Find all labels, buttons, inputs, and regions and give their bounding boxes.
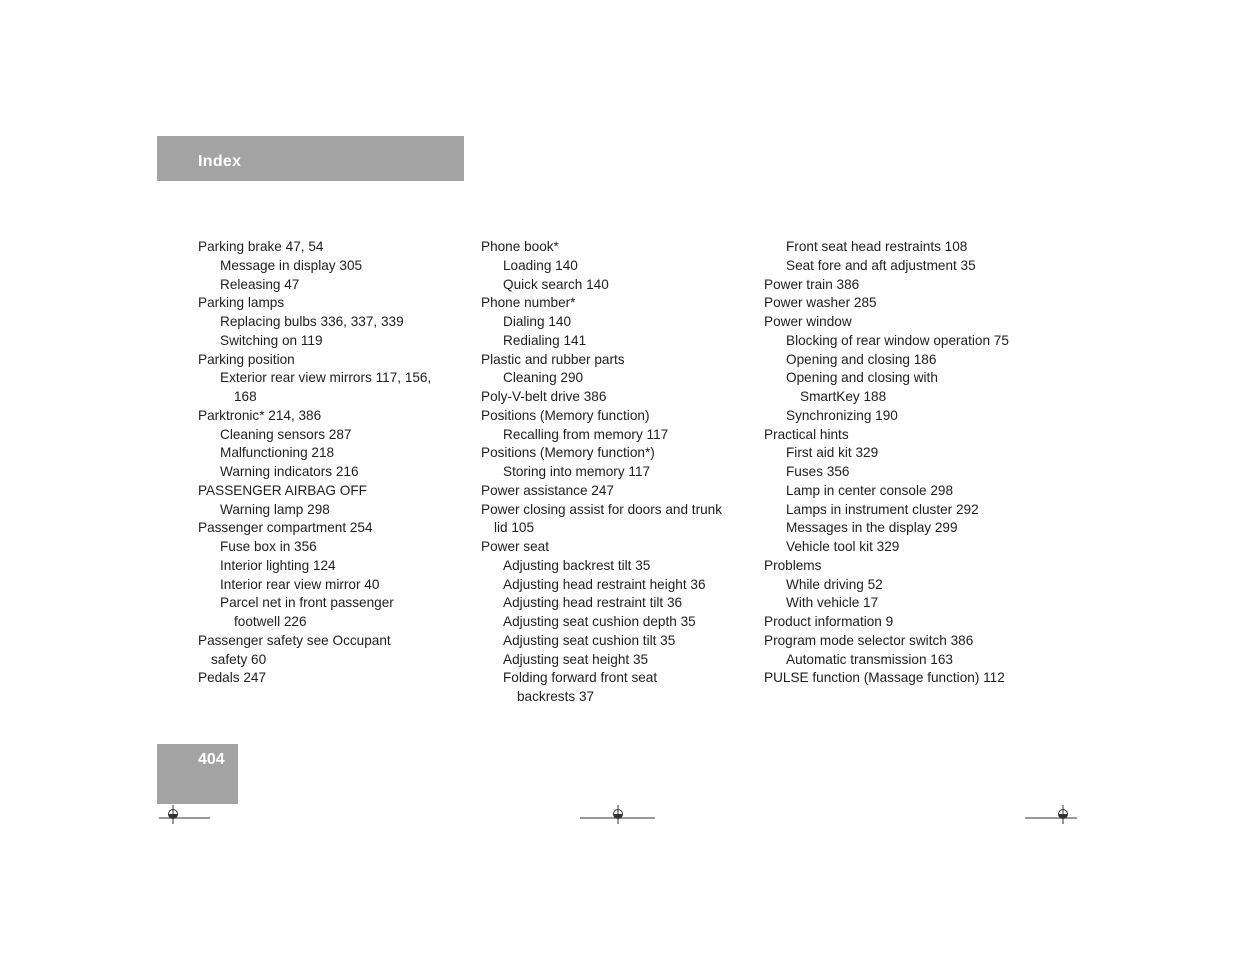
index-subentry: lid 105 bbox=[494, 520, 535, 536]
index-entry: Parking position bbox=[198, 351, 295, 367]
index-entry: Phone number* bbox=[481, 295, 576, 311]
index-entry: Parking lamps bbox=[198, 295, 285, 311]
index-subentry: Interior rear view mirror 40 bbox=[220, 576, 380, 592]
index-entry: Pedals 247 bbox=[198, 670, 267, 686]
index-subentry: Opening and closing with bbox=[786, 370, 938, 386]
index-subentry: Adjusting seat cushion depth 35 bbox=[503, 614, 696, 629]
index-subentry: Lamp in center console 298 bbox=[786, 482, 954, 498]
index-subentry: Exterior rear view mirrors 117, 156, bbox=[220, 370, 432, 386]
index-entry: Program mode selector switch 386 bbox=[764, 632, 974, 648]
index-column-3 bbox=[764, 238, 1039, 688]
index-subentry: Adjusting seat height 35 bbox=[503, 651, 649, 667]
index-subentry: Dialing 140 bbox=[503, 314, 572, 329]
index-subentry: Automatic transmission 163 bbox=[786, 651, 953, 667]
crop-mark-icon bbox=[157, 804, 237, 824]
index-entry: Power window bbox=[764, 314, 852, 329]
index-entry: PULSE function (Massage function) 112 bbox=[764, 670, 1005, 686]
index-subentry: Lamps in instrument cluster 292 bbox=[786, 501, 979, 517]
index-subentry: Messages in the display 299 bbox=[786, 520, 958, 536]
page-number: 404 bbox=[198, 751, 225, 768]
index-subentry: Front seat head restraints 108 bbox=[786, 239, 968, 254]
index-entry: Power seat bbox=[481, 539, 550, 554]
index-subentry: Opening and closing 186 bbox=[786, 351, 937, 367]
index-subentry: Parcel net in front passenger bbox=[220, 595, 394, 611]
page-number-box bbox=[157, 744, 238, 804]
index-subentry: 168 bbox=[234, 389, 257, 404]
index-subentry: Recalling from memory 117 bbox=[503, 426, 669, 442]
index-subentry: With vehicle 17 bbox=[786, 595, 879, 611]
index-subentry: Synchronizing 190 bbox=[786, 407, 898, 423]
index-subentry: Loading 140 bbox=[503, 257, 578, 273]
crop-mark-icon bbox=[579, 804, 659, 824]
index-subentry: Vehicle tool kit 329 bbox=[786, 539, 900, 554]
index-subentry: safety 60 bbox=[211, 651, 267, 667]
index-subentry: Replacing bulbs 336, 337, 339 bbox=[220, 314, 404, 329]
index-subentry: While driving 52 bbox=[786, 576, 883, 592]
index-subentry: Interior lighting 124 bbox=[220, 557, 336, 573]
index-subentry: First aid kit 329 bbox=[786, 445, 879, 461]
index-subentry: Blocking of rear window operation 75 bbox=[786, 332, 1009, 348]
index-subentry: Cleaning 290 bbox=[503, 370, 584, 386]
index-subentry: Message in display 305 bbox=[220, 257, 363, 273]
index-subentry: Seat fore and aft adjustment 35 bbox=[786, 257, 976, 273]
section-header-bar bbox=[157, 136, 464, 181]
index-subentry: Switching on 119 bbox=[220, 332, 323, 348]
crop-mark-icon bbox=[1024, 804, 1104, 824]
index-subentry: Fuse box in 356 bbox=[220, 539, 317, 554]
index-entry: Passenger safety see Occupant bbox=[198, 632, 391, 648]
index-entry: Parktronic* 214, 386 bbox=[198, 407, 322, 423]
index-subentry: Cleaning sensors 287 bbox=[220, 426, 352, 442]
index-entry: Power assistance 247 bbox=[481, 482, 614, 498]
index-entry: Problems bbox=[764, 557, 822, 573]
index-subentry: Quick search 140 bbox=[503, 276, 609, 292]
index-subentry: Releasing 47 bbox=[220, 276, 300, 292]
index-entry: Power washer 285 bbox=[764, 295, 877, 311]
index-entry: PASSENGER AIRBAG OFF bbox=[198, 482, 367, 498]
index-entry: Product information 9 bbox=[764, 614, 894, 629]
index-subentry: footwell 226 bbox=[234, 614, 307, 629]
index-subentry: Adjusting head restraint height 36 bbox=[503, 576, 706, 592]
index-column-1 bbox=[198, 238, 473, 688]
index-entry: Positions (Memory function*) bbox=[481, 445, 655, 461]
index-entry: Plastic and rubber parts bbox=[481, 351, 625, 367]
index-entry: Parking brake 47, 54 bbox=[198, 239, 324, 254]
index-subentry: Storing into memory 117 bbox=[503, 464, 651, 479]
index-subentry: Fuses 356 bbox=[786, 464, 850, 479]
index-subentry: Adjusting backrest tilt 35 bbox=[503, 557, 651, 573]
index-entry: Positions (Memory function) bbox=[481, 407, 650, 423]
index-entry: Power closing assist for doors and trunk bbox=[481, 501, 723, 517]
index-subentry: SmartKey 188 bbox=[800, 389, 887, 404]
index-subentry: Adjusting seat cushion tilt 35 bbox=[503, 632, 676, 648]
index-entry: Poly-V-belt drive 386 bbox=[481, 389, 607, 404]
index-column-2 bbox=[481, 238, 756, 707]
index-subentry: Folding forward front seat bbox=[503, 670, 658, 686]
index-subentry: Warning indicators 216 bbox=[220, 464, 359, 479]
index-entry: Power train 386 bbox=[764, 276, 860, 292]
index-entry: Phone book* bbox=[481, 239, 559, 254]
index-subentry: Warning lamp 298 bbox=[220, 501, 330, 517]
index-subentry: Redialing 141 bbox=[503, 332, 587, 348]
section-title: Index bbox=[198, 153, 242, 170]
index-entry: Practical hints bbox=[764, 426, 849, 442]
index-subentry: Adjusting head restraint tilt 36 bbox=[503, 595, 683, 611]
index-entry: Passenger compartment 254 bbox=[198, 520, 373, 536]
index-subentry: backrests 37 bbox=[517, 689, 595, 704]
index-subentry: Malfunctioning 218 bbox=[220, 445, 335, 461]
